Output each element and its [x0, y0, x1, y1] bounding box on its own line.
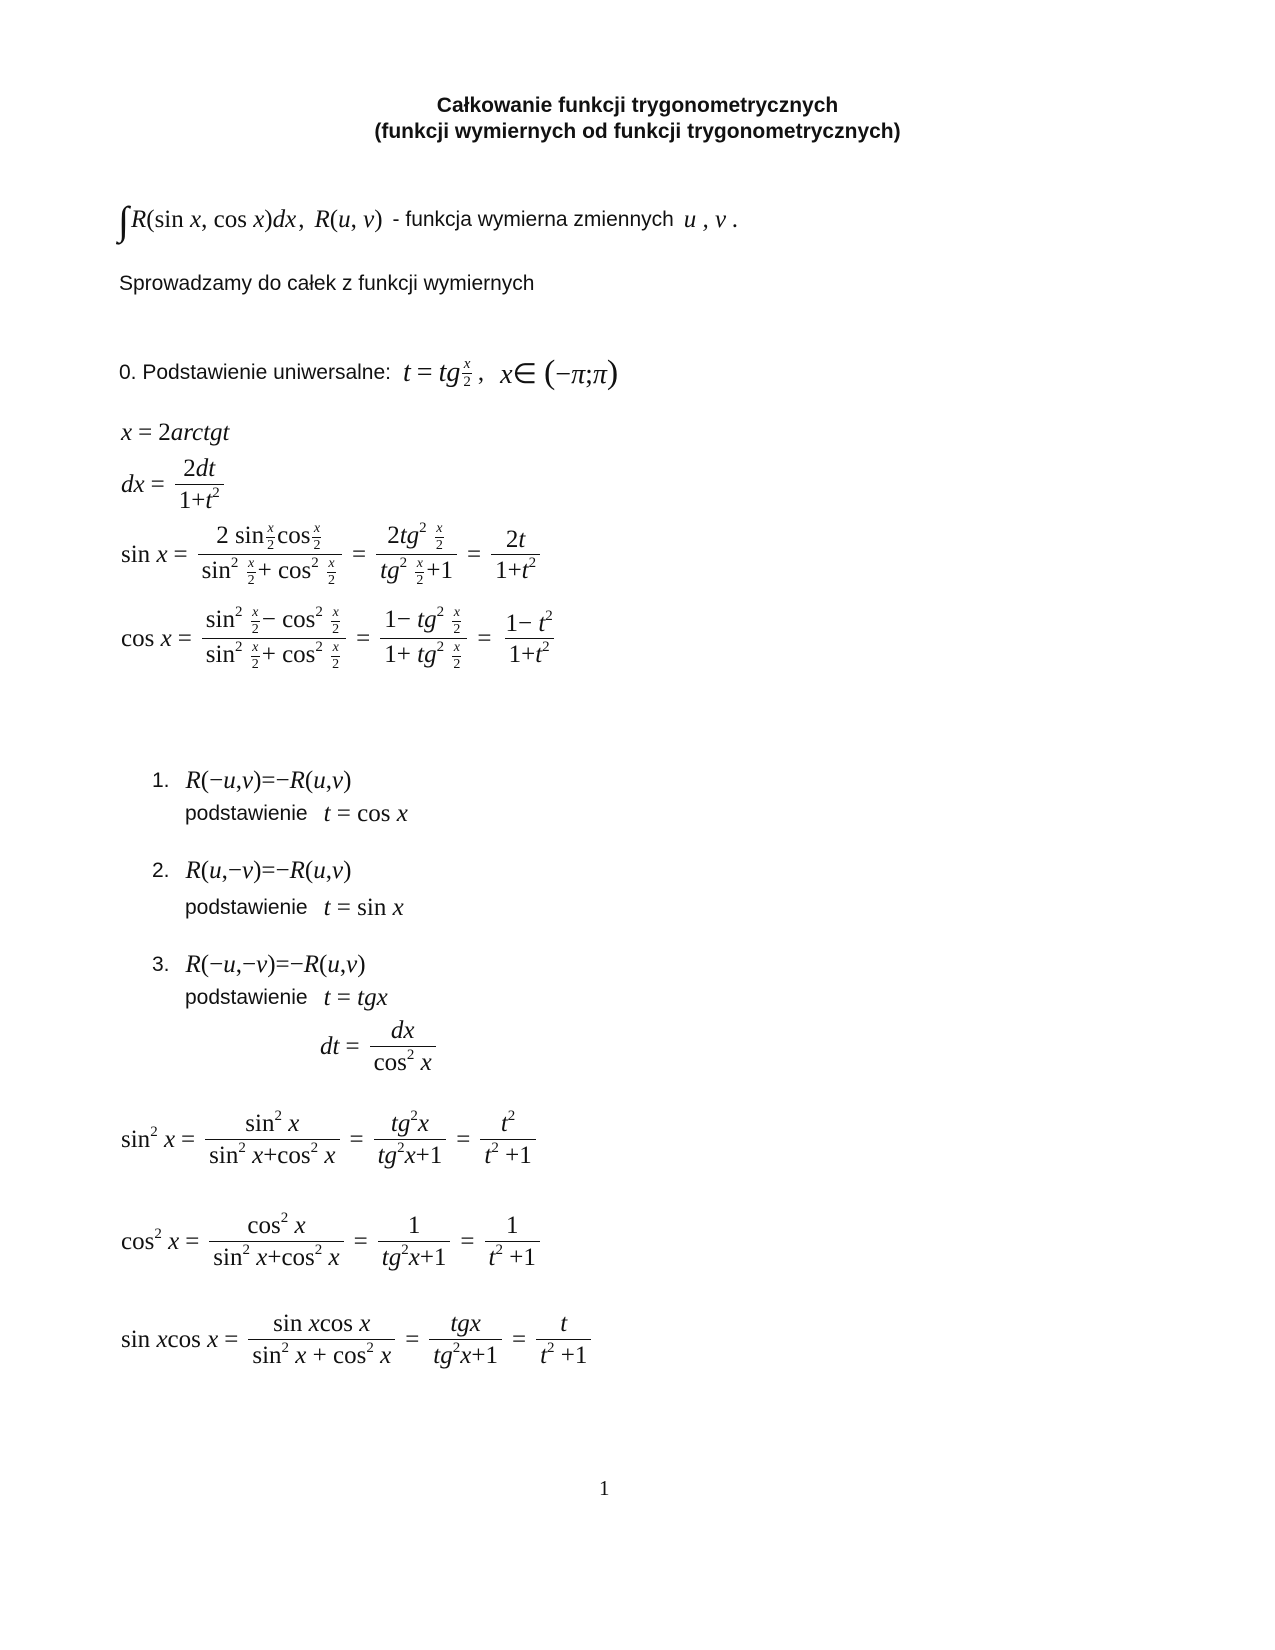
sin-x-formula: sin x = 2 sin $\frac{x}{2}$ cos $\frac{x}{2}$ $\sin^2$ $\frac{x}{2}$ + $\cos^2$ $\frac{x}{2}$ = $2tg^2$ $\frac{x}{2}$ $tg^2$ $\frac{x}{2}$ +1 = $\frac{2t}{1+t^2}$: [121, 522, 544, 588]
case-2-number: 2.: [152, 859, 170, 882]
case-3-number: 3.: [152, 953, 170, 976]
rational-function-symbol: R(u, v): [314, 206, 383, 233]
page-number: 1: [599, 1476, 610, 1500]
intro-variables: u , v .: [683, 206, 739, 233]
universal-substitution-line: 0. Podstawienie uniwersalne: t = tg x 2 , x∈ (−π;π): [119, 354, 619, 391]
sin-cos-product-formula: sin xcos x = $\frac{\text{sin xcos x}}{\sin^2 x + \cos^2 x}$ = $\frac{\text{tgx}}{tg^2x+1}$ = $\frac{t}{t^2 +1}$: [121, 1310, 595, 1369]
case-1-condition: 1. R(−u,v)=−R(u,v): [152, 767, 352, 794]
case-1-substitution: podstawienie t = cos x: [185, 800, 408, 827]
x-equals-2arctg: x = 2arctgt: [121, 419, 230, 446]
section-0-label: 0. Podstawienie uniwersalne:: [119, 361, 391, 384]
sin-squared-formula: $\sin^2 x$ = $\frac{\sin^2 x}{\sin^2 x+\cos^2 x}$ = $\frac{tg^2x}{tg^2x+1}$ = $\frac{t^2}{t^2 +1}$: [121, 1110, 540, 1169]
case-2-subst-word: podstawienie: [185, 896, 308, 919]
case-1-subst-word: podstawienie: [185, 802, 308, 825]
dt-formula: dt = $\frac{dx}{\cos^2 x}$: [320, 1017, 440, 1076]
case-3-subst-word: podstawienie: [185, 986, 308, 1009]
case-3-condition: 3. R(−u,−v)=−R(u,v): [152, 951, 366, 978]
case-3-substitution: podstawienie t = tgx: [185, 984, 388, 1011]
page-title-line1: Całkowanie funkcji trygonometrycznych: [436, 94, 839, 117]
intro-description: - funkcja wymierna zmiennych: [392, 208, 674, 231]
cos-x-formula: cos x = $\sin^2$ $\frac{x}{2}$ − $\cos^2$ $\frac{x}{2}$ $\sin^2$ $\frac{x}{2}$ + $\cos^2$ $\frac{x}{2}$ = $1- tg^2$ $\frac{x}{2}$ $1+ tg^2$ $\frac{x}{2}$ = $\frac{1- t^2}{1+t^2}$: [121, 604, 553, 672]
dx-formula: dx = $\frac{2dt}{1+t^2}$: [121, 455, 228, 514]
case-2-substitution: podstawienie t = sin x: [185, 894, 404, 921]
reduce-text: Sprowadzamy do całek z funkcji wymiernych: [119, 272, 535, 295]
intro-integral-line: ∫ R(sin x, cos x)dx , R(u, v) - funkcja wymierna zmiennych u , v .: [118, 197, 739, 243]
case-1-number: 1.: [152, 769, 170, 792]
integral-expression: R(sin x, cos x)dx: [130, 206, 297, 233]
cos-squared-formula: $\cos^2 x$ = $\frac{\cos^2 x}{\sin^2 x+\cos^2 x}$ = $\frac{1}{tg^2x+1}$ = $\frac{1}{t^2 +1}$: [121, 1212, 544, 1271]
page-title-line2: (funkcji wymiernych od funkcji trygonometrycznych): [374, 120, 901, 143]
case-2-condition: 2. R(u,−v)=−R(u,v): [152, 857, 352, 884]
integral-sign: ∫: [118, 197, 129, 243]
